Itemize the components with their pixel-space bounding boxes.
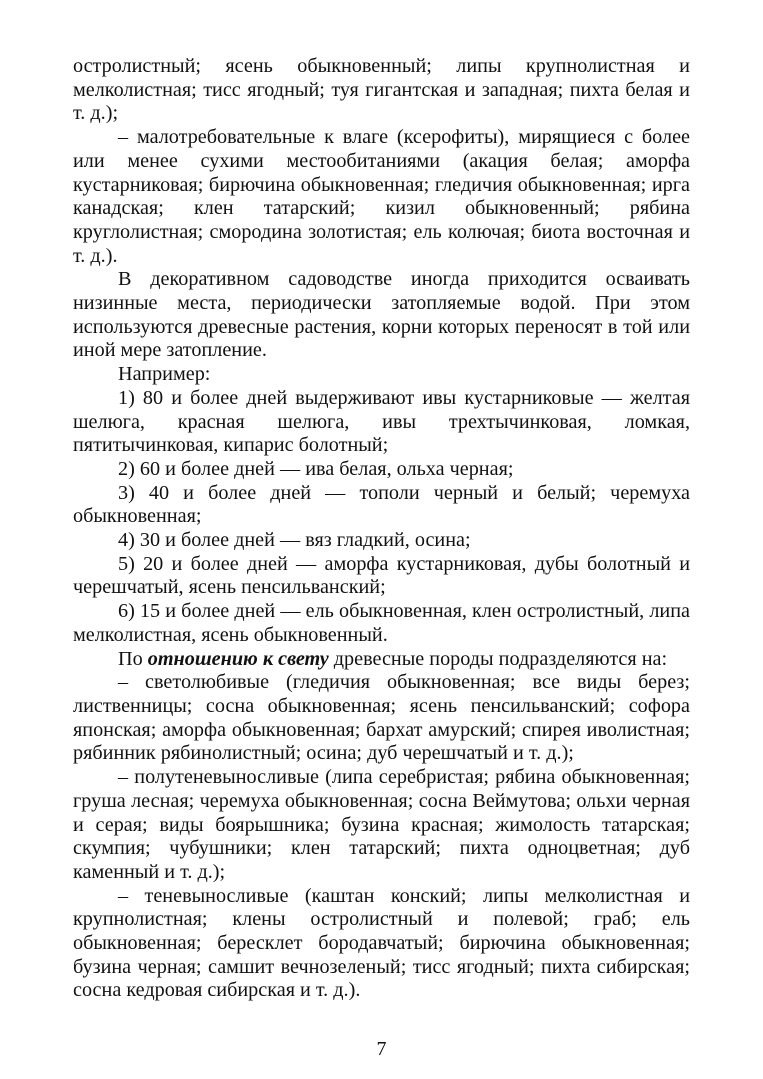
paragraph-xerophytes: – малотребовательные к влаге (ксерофиты), мирящиеся с более или менее сухими местообитаниями (акация белая; аморфа кустарниковая; бирючина обыкновенная; гледичия обыкновенная; ирга канадская; клен татарский; кизил обыкновенный; рябина круглолистная; смородина золотистая; ель колючая; биота восточная и т. д.).	[73, 126, 690, 267]
light-relation-emphasis: отношению к свету	[147, 647, 329, 670]
body-text	[73, 55, 690, 1003]
light-relation-lead: По	[118, 647, 148, 670]
paragraph-continuation: остролистный; ясень обыкновенный; липы крупнолистная и мелколистная; тисс ягодный; туя гигантская и западная; пихта белая и т. д.);	[73, 55, 690, 125]
paragraph-shade-tolerant: – теневыносливые (каштан конский; липы мелколистная и крупнолистная; клены остролистный и полевой; граб; ель обыкновенная; бересклет бородавчатый; бирючина обыкновенная; бузина черная; самшит вечнозеленый; тисс ягодный; пихта сибирская; сосна кедровая сибирская и т. д.).	[73, 884, 690, 1002]
paragraph-light-relation	[73, 648, 690, 672]
list-item-40-days: 3) 40 и более дней — тополи черный и белый; черемуха обыкновенная;	[73, 481, 690, 528]
paragraph-semi-shade-tolerant: – полутеневыносливые (липа серебристая; рябина обыкновенная; груша лесная; черемуха обыкновенная; сосна Веймутова; ольхи черная и серая; виды боярышника; бузина красная; жимолость татарская; скумпия; чубушники; клен татарский; пихта одноцветная; дуб каменный и т. д.);	[73, 766, 690, 883]
page-number: 7	[376, 1038, 387, 1060]
list-item-15-days: 6) 15 и более дней — ель обыкновенная, клен остролистный, липа мелколистная, ясень обыкновенный.	[73, 600, 690, 646]
light-relation-rest: древесные породы подразделяются на:	[328, 647, 668, 670]
list-item-20-days: 5) 20 и более дней — аморфа кустарниковая, дубы болотный и черешчатый, ясень пенсильванский;	[73, 552, 690, 599]
paragraph-light-loving: – светолюбивые (гледичия обыкновенная; все виды берез; лиственницы; сосна обыкновенная; ясень пенсильванский; софора японская; аморфа обыкновенная; бархат амурский; спирея иволистная; рябинник рябинолистный; осина; дуб черешчатый и т. д.);	[73, 671, 690, 765]
paragraph-lowlands: В декоративном садоводстве иногда приходится осваивать низинные места, периодически затопляемые водой. При этом используются древесные растения, корни которых переносят в той или иной мере затопление.	[73, 268, 690, 362]
list-item-60-days: 2) 60 и более дней — ива белая, ольха черная;	[118, 457, 514, 480]
list-item-30-days: 4) 30 и более дней — вяз гладкий, осина;	[118, 529, 471, 552]
list-item-80-days: 1) 80 и более дней выдерживают ивы кустарниковые — желтая шелюга, красная шелюга, ивы трехтычинковая, ломкая, пятитычинковая, кипарис болотный;	[73, 386, 690, 457]
paragraph-example-intro: Например:	[118, 363, 211, 386]
